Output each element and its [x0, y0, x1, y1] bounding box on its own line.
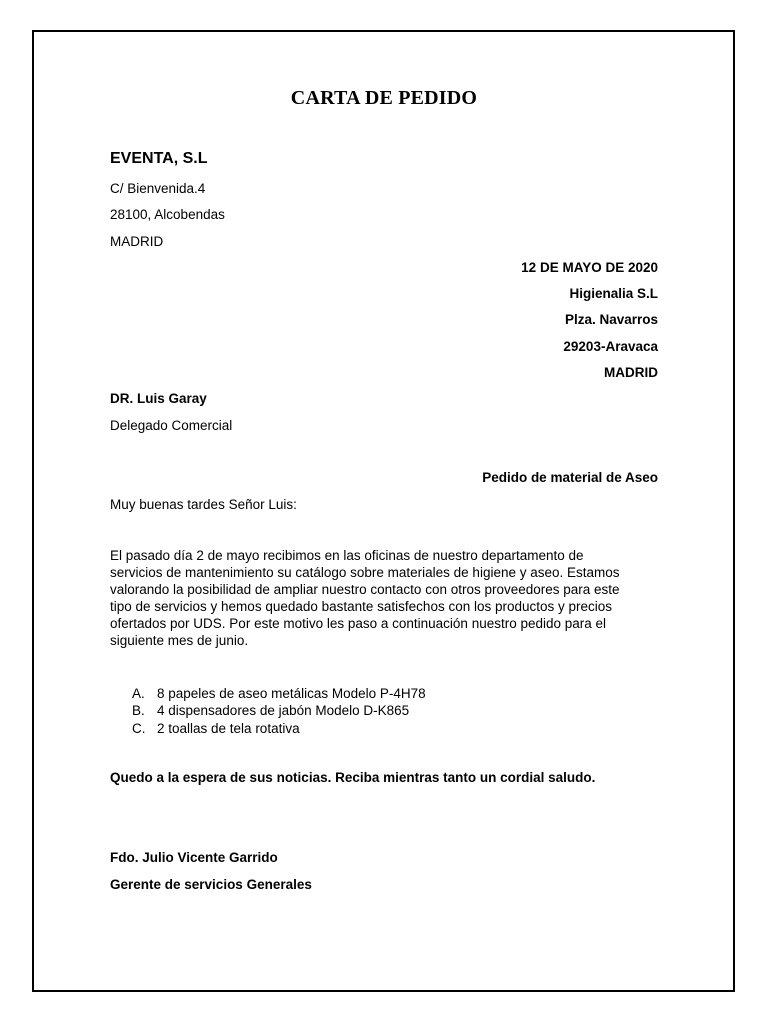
- sender-address-line1: C/ Bienvenida.4: [110, 181, 206, 196]
- recipient-postal: 29203-Aravaca: [563, 339, 658, 354]
- letter-date: 12 DE MAYO DE 2020: [521, 260, 658, 275]
- body-line: siguiente mes de junio.: [110, 633, 249, 648]
- order-item-marker: A.: [132, 686, 145, 701]
- order-item-marker: C.: [132, 720, 146, 736]
- attention-name: DR. Luis Garay: [110, 391, 207, 406]
- sender-company: EVENTA, S.L: [110, 150, 208, 167]
- signature-name: Fdo. Julio Vicente Garrido: [110, 850, 278, 865]
- order-item-text: 8 papeles de aseo metálicas Modelo P-4H78: [157, 686, 426, 701]
- body-line: ofertados por UDS. Por este motivo les paso a continuación nuestro pedido para el: [110, 616, 607, 631]
- closing-line: Quedo a la espera de sus noticias. Reciba mientras tanto un cordial saludo.: [110, 770, 596, 785]
- order-item-text: 2 toallas de tela rotativa: [157, 720, 300, 736]
- order-item: [132, 685, 426, 702]
- sender-city: MADRID: [110, 234, 164, 249]
- order-item: [132, 702, 426, 719]
- signature-role: Gerente de servicios Generales: [110, 877, 312, 892]
- body-line: El pasado día 2 de mayo recibimos en las oficinas de nuestro departamento de: [110, 548, 584, 563]
- order-item-marker: B.: [132, 703, 145, 719]
- greeting: Muy buenas tardes Señor Luis:: [110, 497, 297, 512]
- letter-title: CARTA DE PEDIDO: [290, 87, 478, 109]
- body-line: servicios de mantenimiento su catálogo sobre materiales de higiene y aseo. Estamos: [110, 565, 620, 580]
- recipient-company: Higienalia S.L: [569, 286, 658, 301]
- body-line: tipo de servicios y hemos quedado bastante satisfechos con los productos y precios: [110, 599, 613, 614]
- recipient-city: MADRID: [604, 365, 658, 380]
- attention-role: Delegado Comercial: [110, 418, 233, 433]
- recipient-street: Plza. Navarros: [564, 312, 658, 327]
- sender-address-line2: 28100, Alcobendas: [110, 207, 225, 222]
- order-item: [132, 720, 426, 737]
- subject-line: Pedido de material de Aseo: [482, 470, 658, 485]
- body-line: valorando la posibilidad de ampliar nuestro contacto con otros proveedores para este: [110, 582, 620, 597]
- body-paragraph: [110, 547, 650, 649]
- order-item-text: 4 dispensadores de jabón Modelo D-K865: [157, 703, 410, 719]
- order-list: [132, 685, 426, 737]
